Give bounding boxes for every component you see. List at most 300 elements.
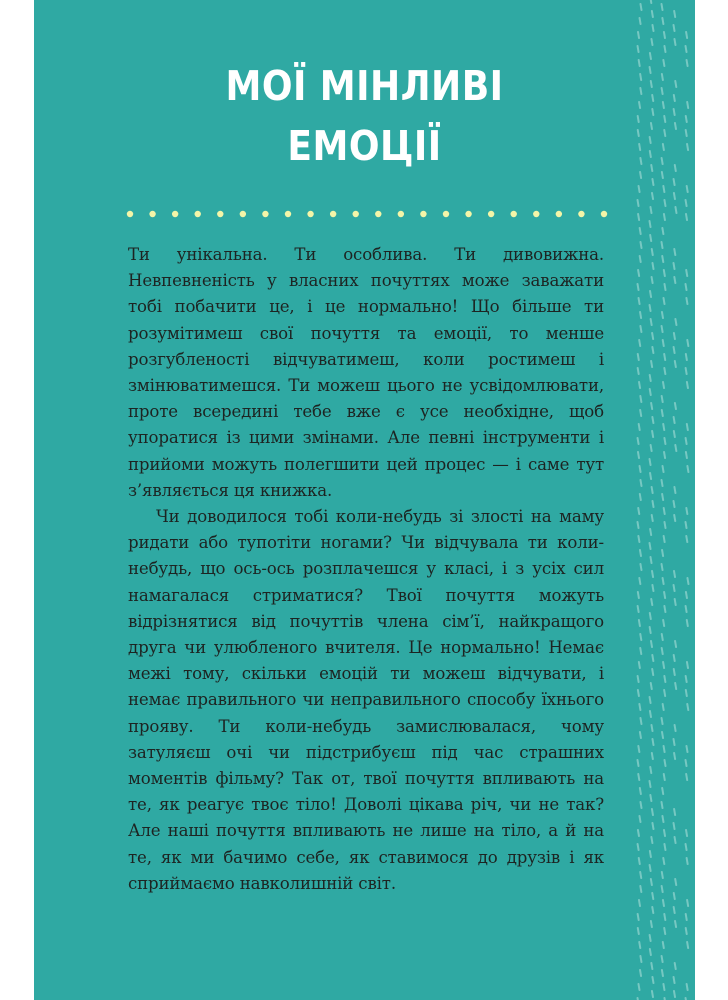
pattern-dash (675, 123, 676, 129)
pattern-dash (640, 886, 641, 892)
pattern-dash (687, 424, 688, 430)
pattern-dash (662, 242, 663, 248)
pattern-dash (640, 480, 641, 486)
pattern-dash (652, 991, 653, 997)
pattern-dash (662, 816, 663, 822)
pattern-dash (662, 494, 663, 500)
pattern-dash (674, 893, 675, 899)
divider-dot (398, 211, 404, 217)
pattern-dash (674, 347, 675, 353)
pattern-dash (652, 669, 653, 675)
pattern-dash (640, 956, 641, 962)
pattern-dash (675, 319, 676, 325)
pattern-dash (663, 144, 664, 150)
title-line-2: ЕМОЦІЇ (287, 122, 442, 170)
pattern-dash (663, 858, 664, 864)
pattern-dash (674, 263, 675, 269)
pattern-dash (674, 809, 675, 815)
pattern-dash (674, 571, 675, 577)
divider-dot (511, 211, 517, 217)
divider-dot (443, 211, 449, 217)
pattern-dash (651, 683, 652, 689)
pattern-dash (663, 578, 664, 584)
pattern-dash (664, 592, 665, 598)
divider-dot (149, 211, 155, 217)
pattern-dash (663, 186, 664, 192)
pattern-dash (652, 585, 653, 591)
pattern-dash (640, 410, 641, 416)
pattern-dash (687, 984, 688, 990)
pattern-dash (639, 858, 640, 864)
pattern-dash (652, 249, 653, 255)
pattern-dash (650, 0, 651, 3)
pattern-dash (640, 396, 641, 402)
pattern-dash (674, 39, 675, 45)
pattern-dash (664, 914, 665, 920)
divider-dot (353, 211, 359, 217)
pattern-dash (662, 564, 663, 570)
body-text (128, 242, 604, 897)
pattern-dash (651, 319, 652, 325)
pattern-dash (650, 627, 651, 633)
pattern-dash (638, 760, 639, 766)
pattern-dash (652, 487, 653, 493)
pattern-dash (652, 333, 653, 339)
pattern-dash (638, 214, 639, 220)
pattern-dash (651, 361, 652, 367)
pattern-dash (639, 704, 640, 710)
pattern-dash (664, 760, 665, 766)
pattern-dash (663, 704, 664, 710)
pattern-dash (662, 480, 663, 486)
pattern-dash (651, 837, 652, 843)
pattern-dash (664, 536, 665, 542)
pattern-dash (674, 753, 675, 759)
pattern-dash (640, 564, 641, 570)
pattern-dash (640, 228, 641, 234)
pattern-dash (664, 200, 665, 206)
pattern-dash (640, 718, 641, 724)
pattern-dash (639, 186, 640, 192)
pattern-dash (675, 207, 676, 213)
pattern-dash (638, 200, 639, 206)
pattern-dash (687, 620, 688, 626)
paragraph-2: Чи доводилося тобі коли-небудь зі злості на маму ридати або тупотіти ногами? Чи відчувала ти коли-небудь, що ось-ось розплачешся у класі, і з усіх сил намагалася стриматися? Твої почуття можуть відрізнятися від почуттів члена сім’ї, найкращого друга чи улюбленого вчителя. Це нормально! Немає межі тому, скільки емоцій ти можеш відчувати, і немає правильного чи неправильного способу їхнього прояву. Ти коли-небудь замислювалася, чому затуляєш очі чи підстрибуєш під час страшних моментів фільму? Так от, твої почуття впливають на те, як реагує твоє тіло! Доволі цікава річ, чи не так? Але наші почуття впливають не лише на тіло, а й на те, як ми бачимо себе, як ставимося до друзів і як сприймаємо навколишній світ. (128, 507, 604, 893)
pattern-dash (652, 655, 653, 661)
pattern-dash (675, 879, 676, 885)
pattern-dash (664, 508, 665, 514)
pattern-dash (686, 774, 687, 780)
divider-dot (601, 211, 607, 217)
pattern-dash (639, 424, 640, 430)
pattern-dash (675, 165, 676, 171)
pattern-dash (662, 88, 663, 94)
pattern-dash (650, 473, 651, 479)
pattern-dash (662, 172, 663, 178)
pattern-dash (640, 802, 641, 808)
pattern-dash (638, 914, 639, 920)
pattern-dash (687, 186, 688, 192)
pattern-dash (686, 116, 687, 122)
pattern-dash (686, 354, 687, 360)
book-page (34, 0, 695, 1000)
pattern-dash (686, 606, 687, 612)
pattern-dash (664, 284, 665, 290)
pattern-dash (664, 830, 665, 836)
pattern-dash (650, 767, 651, 773)
pattern-dash (652, 907, 653, 913)
pattern-dash (674, 95, 675, 101)
pattern-dash (674, 179, 675, 185)
pattern-dash (687, 704, 688, 710)
pattern-dash (664, 844, 665, 850)
pattern-dash (674, 25, 675, 31)
pattern-dash (662, 956, 663, 962)
pattern-dash (662, 228, 663, 234)
pattern-dash (640, 326, 641, 332)
pattern-dash (662, 18, 663, 24)
pattern-dash (687, 858, 688, 864)
pattern-dash (650, 949, 651, 955)
pattern-dash (674, 585, 675, 591)
pattern-dash (638, 46, 639, 52)
pattern-dash (663, 620, 664, 626)
pattern-dash (674, 669, 675, 675)
pattern-dash (686, 746, 687, 752)
pattern-dash (652, 571, 653, 577)
pattern-dash (650, 795, 651, 801)
divider-dot (533, 211, 539, 217)
pattern-dash (639, 340, 640, 346)
pattern-dash (662, 718, 663, 724)
pattern-dash (675, 445, 676, 451)
pattern-dash (675, 725, 676, 731)
page-title (74, 56, 656, 176)
pattern-dash (650, 459, 651, 465)
pattern-dash (652, 893, 653, 899)
pattern-dash (664, 438, 665, 444)
pattern-dash (652, 25, 653, 31)
pattern-dash (663, 662, 664, 668)
pattern-dash (638, 676, 639, 682)
pattern-dash (640, 18, 641, 24)
pattern-dash (662, 648, 663, 654)
divider-dot (285, 211, 291, 217)
pattern-dash (651, 403, 652, 409)
pattern-dash (674, 277, 675, 283)
pattern-dash (687, 340, 688, 346)
pattern-dash (662, 410, 663, 416)
divider-dot (217, 211, 223, 217)
pattern-dash (686, 928, 687, 934)
pattern-dash (664, 368, 665, 374)
pattern-dash (686, 32, 687, 38)
pattern-dash (675, 921, 676, 927)
pattern-dash (652, 193, 653, 199)
pattern-dash (640, 872, 641, 878)
divider-dot (127, 211, 133, 217)
pattern-dash (664, 746, 665, 752)
pattern-dash (652, 263, 653, 269)
pattern-dash (650, 851, 651, 857)
pattern-dash (640, 256, 641, 262)
pattern-dash (638, 270, 639, 276)
pattern-dash (664, 690, 665, 696)
pattern-dash (638, 690, 639, 696)
pattern-dash (639, 382, 640, 388)
pattern-dash (650, 781, 651, 787)
pattern-dash (664, 130, 665, 136)
pattern-dash (662, 4, 663, 10)
pattern-dash (652, 739, 653, 745)
pattern-dash (639, 298, 640, 304)
pattern-dash (639, 620, 640, 626)
pattern-dash (652, 277, 653, 283)
pattern-dash (638, 354, 639, 360)
pattern-dash (675, 599, 676, 605)
pattern-dash (675, 361, 676, 367)
pattern-dash (674, 739, 675, 745)
pattern-dash (686, 676, 687, 682)
pattern-dash (638, 32, 639, 38)
pattern-dash (650, 935, 651, 941)
pattern-dash (652, 515, 653, 521)
pattern-dash (674, 655, 675, 661)
pattern-dash (664, 46, 665, 52)
divider-dot (262, 211, 268, 217)
pattern-dash (674, 333, 675, 339)
pattern-dash (662, 312, 663, 318)
pattern-dash (675, 963, 676, 969)
pattern-dash (640, 466, 641, 472)
pattern-dash (664, 928, 665, 934)
pattern-dash (664, 774, 665, 780)
pattern-dash (638, 844, 639, 850)
pattern-dash (687, 102, 688, 108)
pattern-dash (638, 452, 639, 458)
pattern-dash (652, 823, 653, 829)
pattern-dash (639, 942, 640, 948)
pattern-dash (664, 116, 665, 122)
pattern-dash (686, 522, 687, 528)
pattern-dash (650, 865, 651, 871)
pattern-dash (651, 963, 652, 969)
pattern-dash (663, 340, 664, 346)
pattern-dash (639, 662, 640, 668)
pattern-dash (686, 830, 687, 836)
pattern-dash (651, 879, 652, 885)
pattern-dash (662, 788, 663, 794)
pattern-dash (687, 900, 688, 906)
pattern-dash (652, 347, 653, 353)
pattern-dash (686, 452, 687, 458)
divider-dot (578, 211, 584, 217)
pattern-dash (686, 284, 687, 290)
pattern-dash (664, 270, 665, 276)
pattern-dash (662, 970, 663, 976)
pattern-dash (686, 536, 687, 542)
pattern-dash (638, 984, 639, 990)
pattern-dash (652, 501, 653, 507)
pattern-dash (640, 4, 641, 10)
pattern-dash (686, 130, 687, 136)
pattern-dash (651, 725, 652, 731)
pattern-dash (638, 746, 639, 752)
pattern-dash (640, 732, 641, 738)
pattern-dash (675, 81, 676, 87)
divider-dot (556, 211, 562, 217)
pattern-dash (664, 522, 665, 528)
pattern-dash (686, 690, 687, 696)
pattern-dash (650, 529, 651, 535)
pattern-dash (638, 522, 639, 528)
pattern-dash (674, 249, 675, 255)
pattern-dash (687, 60, 688, 66)
pattern-dash (663, 942, 664, 948)
pattern-dash (663, 382, 664, 388)
pattern-dash (652, 179, 653, 185)
pattern-dash (650, 305, 651, 311)
pattern-dash (663, 424, 664, 430)
pattern-dash (687, 466, 688, 472)
pattern-dash (662, 158, 663, 164)
pattern-dash (664, 676, 665, 682)
pattern-dash (662, 732, 663, 738)
pattern-dash (662, 74, 663, 80)
title-line-1: МОЇ МІНЛИВІ (225, 62, 504, 110)
pattern-dash (675, 403, 676, 409)
pattern-dash (687, 662, 688, 668)
pattern-dash (651, 445, 652, 451)
pattern-dash (651, 39, 652, 45)
pattern-dash (651, 641, 652, 647)
pattern-dash (650, 221, 651, 227)
pattern-dash (662, 886, 663, 892)
pattern-dash (674, 417, 675, 423)
pattern-dash (675, 837, 676, 843)
divider-dot (420, 211, 426, 217)
pattern-dash (687, 578, 688, 584)
pattern-dash (675, 683, 676, 689)
pattern-dash (650, 543, 651, 549)
pattern-dash (686, 46, 687, 52)
pattern-dash (686, 270, 687, 276)
paragraph-1: Ти унікальна. Ти особлива. Ти дивовижна. Невпевненість у власних почуттях може заважати тобі побачити це, і це нормально! Що більше ти розумітимеш свої почуття та емоції, то менше розгубленості відчуватимеш, коли ростимеш і змінюватимешся. Ти можеш цього не усвідомлювати, проте всередині тебе вже є усе необхідне, щоб упоратися із цими змінами. Але певні інструменти і прийоми можуть полегшити цей процес — і саме тут з’являється ця книжка. (128, 245, 604, 500)
divider-dot (240, 211, 246, 217)
pattern-dash (640, 648, 641, 654)
pattern-dash (638, 592, 639, 598)
pattern-dash (686, 368, 687, 374)
pattern-dash (664, 214, 665, 220)
pattern-dash (663, 900, 664, 906)
pattern-dash (638, 508, 639, 514)
pattern-dash (663, 60, 664, 66)
pattern-dash (662, 550, 663, 556)
pattern-dash (652, 809, 653, 815)
pattern-dash (686, 844, 687, 850)
pattern-dash (638, 774, 639, 780)
pattern-dash (686, 298, 687, 304)
pattern-dash (662, 396, 663, 402)
pattern-dash (662, 634, 663, 640)
pattern-dash (650, 389, 651, 395)
pattern-dash (640, 788, 641, 794)
pattern-dash (639, 816, 640, 822)
pattern-dash (662, 256, 663, 262)
pattern-dash (662, 872, 663, 878)
pattern-dash (640, 312, 641, 318)
pattern-dash (663, 102, 664, 108)
divider-dot (375, 211, 381, 217)
pattern-dash (651, 557, 652, 563)
pattern-dash (674, 193, 675, 199)
pattern-dash (663, 984, 664, 990)
pattern-dash (652, 11, 653, 17)
pattern-dash (686, 914, 687, 920)
pattern-dash (686, 592, 687, 598)
pattern-dash (674, 109, 675, 115)
pattern-dash (664, 354, 665, 360)
pattern-dash (650, 375, 651, 381)
pattern-dash (674, 11, 675, 17)
pattern-dash (640, 970, 641, 976)
pattern-dash (638, 606, 639, 612)
divider-dot (330, 211, 336, 217)
divider-dot (172, 211, 178, 217)
pattern-dash (686, 760, 687, 766)
pattern-dash (651, 921, 652, 927)
pattern-dash (650, 235, 651, 241)
pattern-dash (662, 326, 663, 332)
pattern-dash (639, 578, 640, 584)
pattern-dash (650, 291, 651, 297)
pattern-dash (687, 942, 688, 948)
pattern-dash (639, 900, 640, 906)
pattern-dash (675, 641, 676, 647)
dotted-divider (126, 206, 608, 222)
pattern-dash (674, 487, 675, 493)
pattern-dash (687, 382, 688, 388)
pattern-dash (664, 298, 665, 304)
pattern-dash (686, 200, 687, 206)
pattern-dash (664, 452, 665, 458)
pattern-dash (687, 144, 688, 150)
pattern-dash (652, 753, 653, 759)
pattern-dash (674, 501, 675, 507)
pattern-dash (640, 494, 641, 500)
pattern-dash (674, 515, 675, 521)
pattern-dash (638, 368, 639, 374)
divider-dot (307, 211, 313, 217)
pattern-dash (651, 599, 652, 605)
pattern-dash (652, 431, 653, 437)
pattern-dash (674, 977, 675, 983)
divider-dot (488, 211, 494, 217)
pattern-dash (664, 32, 665, 38)
pattern-dash (652, 977, 653, 983)
pattern-dash (650, 613, 651, 619)
pattern-dash (638, 438, 639, 444)
pattern-dash (686, 438, 687, 444)
pattern-dash (674, 991, 675, 997)
pattern-dash (638, 284, 639, 290)
pattern-dash (641, 242, 642, 248)
pattern-dash (650, 697, 651, 703)
pattern-dash (662, 802, 663, 808)
divider-dot (195, 211, 201, 217)
divider-dot (465, 211, 471, 217)
pattern-dash (686, 214, 687, 220)
